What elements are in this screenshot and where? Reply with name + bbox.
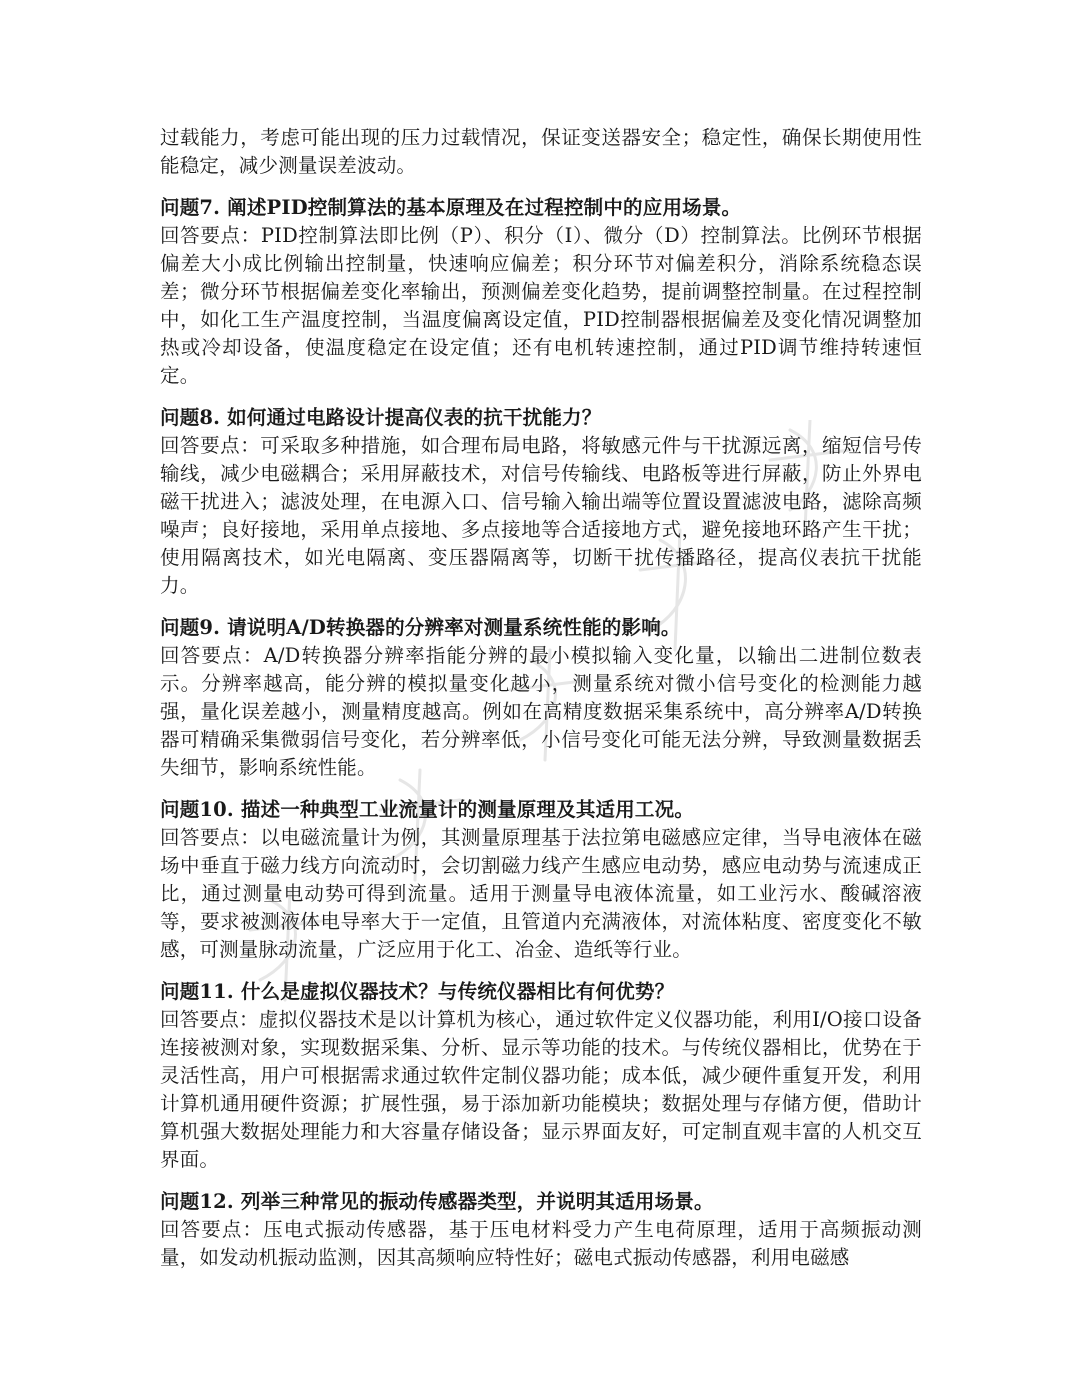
answer-text: 回答要点：PID控制算法即比例（P）、积分（I）、微分（D）控制算法。比例环节根据偏差大小成比例输出控制量，快速响应偏差；积分环节对偏差积分，消除系统稳态误差；微分环节根据偏差变化率输出，预测偏差变化趋势，提前调整控制量。在过程控制中，如化工生产温度控制，当温度偏离设定值，PID控制器根据偏差及变化情况调整加热或冷却设备，使温度稳定在设定值；还有电机转速控制，通过PID调节维持转速恒定。 — [160, 224, 922, 387]
answer-text: 回答要点：压电式振动传感器，基于压电材料受力产生电荷原理，适用于高频振动测量，如发动机振动监测，因其高频响应特性好；磁电式振动传感器，利用电磁感 — [160, 1218, 922, 1269]
question-title: 问题7. 阐述PID控制算法的基本原理及在过程控制中的应用场景。 — [160, 196, 742, 219]
question-title: 问题8. 如何通过电路设计提高仪表的抗干扰能力？ — [160, 406, 602, 429]
question-title: 问题9. 请说明A/D转换器的分辨率对测量系统性能的影响。 — [160, 616, 681, 639]
question-title: 问题11. 什么是虚拟仪器技术？与传统仪器相比有何优势？ — [160, 980, 675, 1003]
answer-text: 回答要点：以电磁流量计为例，其测量原理基于法拉第电磁感应定律，当导电液体在磁场中垂直于磁力线方向流动时，会切割磁力线产生感应电动势，感应电动势与流速成正比，通过测量电动势可得到流量。适用于测量导电液体流量，如工业污水、酸碱溶液等，要求被测液体电导率大于一定值，且管道内充满液体，对流体粘度、密度变化不敏感，可测量脉动流量，广泛应用于化工、冶金、造纸等行业。 — [160, 826, 922, 961]
question-block-10 — [160, 796, 922, 964]
question-title: 问题10. 描述一种典型工业流量计的测量原理及其适用工况。 — [160, 798, 695, 821]
intro-paragraph: 过载能力，考虑可能出现的压力过载情况，保证变送器安全；稳定性，确保长期使用性能稳定，减少测量误差波动。 — [160, 126, 922, 177]
document-page — [160, 124, 922, 1272]
question-block-8 — [160, 404, 922, 600]
answer-text: 回答要点：可采取多种措施，如合理布局电路，将敏感元件与干扰源远离，缩短信号传输线，减少电磁耦合；采用屏蔽技术，对信号传输线、电路板等进行屏蔽，防止外界电磁干扰进入；滤波处理，在电源入口、信号输入输出端等位置设置滤波电路，滤除高频噪声；良好接地，采用单点接地、多点接地等合适接地方式，避免接地环路产生干扰；使用隔离技术，如光电隔离、变压器隔离等，切断干扰传播路径，提高仪表抗干扰能力。 — [160, 434, 922, 597]
question-block-7 — [160, 194, 922, 390]
question-block-11 — [160, 978, 922, 1174]
question-title: 问题12. 列举三种常见的振动传感器类型，并说明其适用场景。 — [160, 1190, 714, 1213]
question-block-12 — [160, 1188, 922, 1272]
answer-text: 回答要点：A/D转换器分辨率指能分辨的最小模拟输入变化量，以输出二进制位数表示。分辨率越高，能分辨的模拟量变化越小，测量系统对微小信号变化的检测能力越强，量化误差越小，测量精度越高。例如在高精度数据采集系统中，高分辨率A/D转换器可精确采集微弱信号变化，若分辨率低，小信号变化可能无法分辨，导致测量数据丢失细节，影响系统性能。 — [160, 644, 922, 779]
answer-text: 回答要点：虚拟仪器技术是以计算机为核心，通过软件定义仪器功能，利用I/O接口设备连接被测对象，实现数据采集、分析、显示等功能的技术。与传统仪器相比，优势在于灵活性高，用户可根据需求通过软件定制仪器功能；成本低，减少硬件重复开发，利用计算机通用硬件资源；扩展性强，易于添加新功能模块；数据处理与存储方便，借助计算机强大数据处理能力和大容量存储设备；显示界面友好，可定制直观丰富的人机交互界面。 — [160, 1008, 922, 1171]
question-block-9 — [160, 614, 922, 782]
